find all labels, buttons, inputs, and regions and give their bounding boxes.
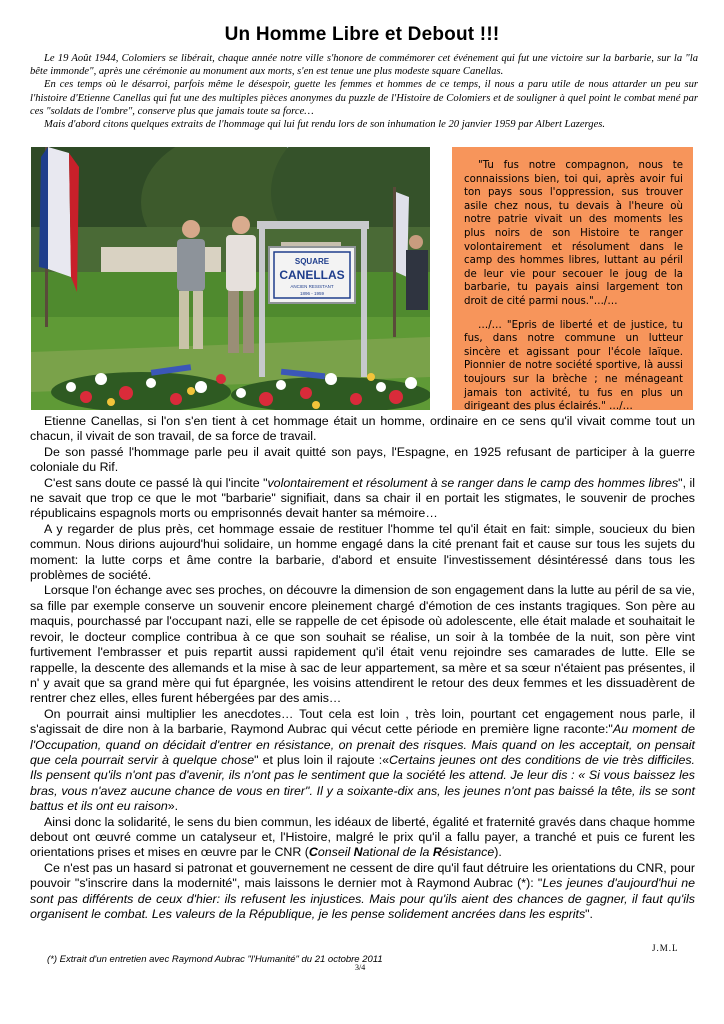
text-run: ésistance (441, 845, 495, 860)
acronym-letter: C (308, 845, 318, 860)
text-run: Ce n'est pas un hasard si patronat et gouvernement ne cessent de dire qu'il faut détruire les orientations du CNR, pour pouvoir "s'inscrire dans la modernité", mais laissons le dernier mot à Raymond Aubrac (*): " (30, 860, 695, 891)
text-run: C'est sans doute ce passé là qui l'incite " (44, 475, 268, 490)
author-signature: J.M.L (652, 943, 679, 953)
body-paragraph: Etienne Canellas, si l'on s'en tient à cet hommage était un homme, ordinaire en ce sens qu'il vivait comme tout un chacun, il vivait de son travail, de sa force de travail. (30, 414, 695, 444)
sign-line: 1896 - 1959 (299, 291, 325, 296)
text-run: " et plus loin il rajoute :« (254, 752, 390, 767)
body-paragraph: Lorsque l'on échange avec ses proches, on découvre la dimension de son engagement dans la lutte au péril de sa vie, sa fille par exemple conserve un souvenir encore pleinement chargé d'émotion de ces instants tragiques. Son père au maquis, pourchassé par l'occupant nazi, elle se rappelle de cet épisode où adolescente, elle était malade et souhaitait le revoir, le docteur complice contribua à ce que son souhait se réalise, un soir à la tombée de la nuit, son père vint furtivement l'embrasser et puis repartit aussi rapidement qu'il était venu rejoindre ses camarades de lutte. Elle se rappelle, la descente des allemands et la mise à sac de leur appartement, sa mère et sa sœur n'étaient pas présentes, il n' y avait que sa grand mère qui fut épargnée, les voisins attendirent le retour des deux femmes et les dissuadèrent de rentrer chez elles, elles furent hébergées par des amis… (30, 583, 695, 706)
acronym-expansion (309, 845, 494, 859)
body-paragraph (30, 861, 695, 923)
text-run: ". (585, 907, 593, 921)
italic-quote: volontairement et résolument à se ranger dans le camp des hommes libres (267, 475, 679, 490)
text-run: ", il ne savait que trop ce que le mot "barbarie" signifiait, dans sa chair il en portait les stigmates, le souvenir de proches républicains espagnols morts ou emprisonnés devait hanter sa mémoire… (30, 475, 695, 521)
acronym-letter: N (353, 845, 363, 860)
italic-quote: Les jeunes d'aujourd'hui ne sont pas différents de ceux d'hier: ils refusent les injustices. Mais pour qu'ils aient des chances de gagner, il faut qu'ils organisent le combat. Les valeurs de la République, je les pense solidement ancrées dans les esprits (30, 876, 695, 921)
text-run: onseil (317, 845, 354, 860)
sign-line: ANCIEN RESISTANT (290, 284, 334, 289)
body-paragraph (30, 707, 695, 815)
page-number: 3/4 (355, 963, 366, 972)
body-paragraph (30, 815, 695, 861)
body-paragraph (30, 476, 695, 522)
text-run: ». (167, 799, 179, 814)
acronym-letter: R (432, 845, 442, 860)
intro-paragraph: En ces temps où le désarroi, parfois même le désespoir, guette les femmes et hommes de ce temps, il nous a paru utile de nous attarder un peu sur l'histoire d'Etienne Canellas qui fut une des multiples pièces anonymes du puzzle de l'Histoire de Colomiers et de souligner à quel point le combat mené par ces "soldats de l'ombre", conserve plus que jamais toute sa force… (30, 79, 698, 117)
footnote: (*) Extrait d'un entretien avec Raymond Aubrac "l'Humanité" du 21 octobre 2011 (47, 954, 383, 965)
sign-line: CANELLAS (279, 268, 345, 282)
intro-paragraph: Mais d'abord citons quelques extraits de l'hommage qui lui fut rendu lors de son inhumation le 20 janvier 1959 par Albert Lazerges. (44, 119, 606, 131)
body-paragraph: De son passé l'hommage parle peu il avait quitté son pays, l'Espagne, en 1925 refusant de participer à la guerre coloniale du Rif. (30, 444, 695, 475)
text-run: On pourrait ainsi multiplier les anecdotes… Tout cela est loin , très loin, pourtant cet engagement nous parle, il s'agissait de dire non à la barbarie, Raymond Aubrac qui vécut cette période en première ligne raconte:" (30, 706, 695, 737)
quote-paragraph: …/… "Epris de liberté et de justice, tu fus, dans notre commune un lutteur sincère et agissant pour l'école laïque. Pionnier de notre société sportive, là aussi toujours sur la brèche ; ne ménageant jamais ton activité, tu fus en plus un dirigeant des plus éclairés." …/… (464, 319, 683, 413)
ceremony-photo (31, 147, 430, 410)
italic-quote: Au moment de l'Occupation, quand on décidait d'entrer en résistance, on prenait des risques. Mais quand on les acceptait, on pensait que cela pourrait servir à quelque chose (30, 722, 695, 767)
sign-line: SQUARE (294, 257, 330, 266)
quote-paragraph: "Tu fus notre compagnon, nous te connaissions bien, toi qui, après avoir fui ton pays sous l'oppression, sus trouver asile chez nous, tu devais à l'heure où notre patrie vivait un des moments les plus noirs de son Histoire te ranger volontairement et résolument dans le camp des hommes libres, luttant au péril de leur vie pour secouer le joug de la barbarie, tu payais ainsi largement ton droit de cité parmi nous."…/… (464, 160, 683, 307)
intro-paragraph: Le 19 Août 1944, Colomiers se libérait, chaque année notre ville s'honore de commémorer cet événement qui fut une victoire sur la barbarie, sur la "la bête immonde", après une cérémonie au monument aux morts, s'en est tenue une plus modeste square Canellas. (30, 53, 698, 78)
italic-quote: Certains jeunes ont des conditions de vie très difficiles. Ils pensent qu'ils n'ont pas d'avenir, ils n'ont pas le sentiment que la société les attend. Je leur dis : « Si vous baissez les bras, vous n'avez aucune chance de vous en tirer". Il y a soixante-dix ans, les jeunes n'ont pas baissé la tête, ils se sont battus et ils ont eu raison (30, 752, 695, 814)
body-paragraph: A y regarder de plus près, cet hommage essaie de restituer l'homme tel qu'il était en fait: simple, soucieux du bien commun. Nous dirions aujourd'hui solidaire, un homme engagé dans la cité prenant fait et cause sur tous les sujets du moment: la lutte corps et âme contre la barbarie, d'abord et ensuite l'investissement désintéressé dans tous les problèmes de société. (30, 521, 695, 583)
text-run: ). (494, 845, 502, 860)
text-run: ational de la (362, 845, 433, 860)
tribute-quote-box (452, 147, 693, 413)
page-title: Un Homme Libre et Debout !!! (224, 24, 500, 45)
intro-text (30, 52, 698, 131)
article-body (30, 414, 695, 922)
text-run: Ainsi donc la solidarité, le sens du bien commun, les idéaux de liberté, égalité et fraternité gravés dans chaque homme debout ont œuvré comme un catalyseur et, l'Histoire, malgré le prix qu'il a fallu payer, a tranché et puis ce furent les orientations prises et mises en œuvre par le CNR ( (30, 814, 695, 860)
